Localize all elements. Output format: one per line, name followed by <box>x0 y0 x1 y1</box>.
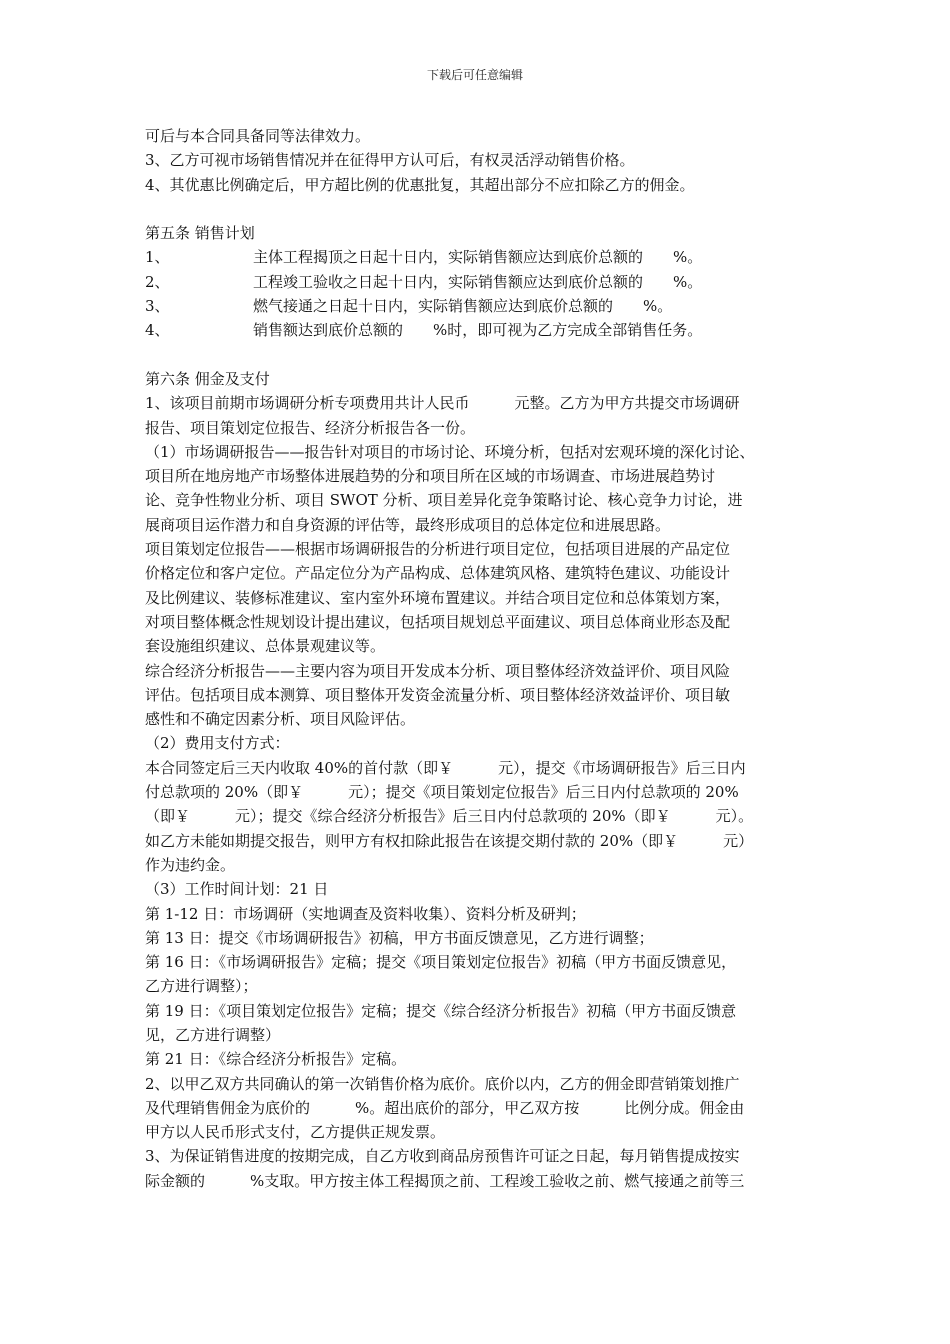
text-line: 展商项目运作潜力和自身资源的评估等，最终形成项目的总体定位和进展思路。 <box>145 515 671 534</box>
plan-item <box>145 294 835 318</box>
plan-item-number: 2、 <box>145 272 170 291</box>
plan-item <box>145 270 835 294</box>
text-line: 第 1-12 日：市场调研（实地调查及资料收集）、资料分析及研判； <box>145 904 586 923</box>
document-body <box>145 124 835 1193</box>
text-line: 可后与本合同具备同等法律效力。 <box>145 127 371 145</box>
section-6-title: 第六条 佣金及支付 <box>145 369 270 388</box>
plan-item-number: 1、 <box>145 248 170 267</box>
sales-plan-list <box>145 245 835 342</box>
text-line: 第 16 日：《市场调研报告》定稿；提交《项目策划定位报告》初稿（甲方书面反馈意见， <box>145 953 737 972</box>
text-line: 见，乙方进行调整） <box>145 1025 281 1044</box>
blank-line <box>145 197 835 221</box>
text-line: 论、竞争性物业分析、项目 SWOT 分析、项目差异化竞争策略讨论、核心竞争力讨论，进 <box>145 491 743 510</box>
plan-item-number: 4、 <box>145 321 170 340</box>
text-line: 1、该项目前期市场调研分析专项费用共计人民币 元整。乙方为甲方共提交市场调研 <box>145 394 740 413</box>
text-line: 本合同签定后三天内收取 40%的首付款（即￥ 元），提交《市场调研报告》后三日内 <box>145 758 746 777</box>
text-line: 3、为保证销售进度的按期完成，自乙方收到商品房预售许可证之日起，每月销售提成按实 <box>145 1147 740 1166</box>
text-line: 如乙方未能如期提交报告，则甲方有权扣除此报告在该提交期付款的 20%（即￥ 元） <box>145 831 754 850</box>
plan-item-text: 燃气接通之日起十日内，实际销售额应达到底价总额的 %。 <box>253 297 673 316</box>
text-line: 乙方进行调整）； <box>145 977 258 996</box>
text-line: 第 21 日：《综合经济分析报告》定稿。 <box>145 1050 407 1069</box>
text-line: 项目策划定位报告——根据市场调研报告的分析进行项目定位，包括项目进展的产品定位 <box>145 540 731 559</box>
plan-item-text: 主体工程揭顶之日起十日内，实际销售额应达到底价总额的 %。 <box>253 248 703 267</box>
text-line: （3）工作时间计划：21 日 <box>145 880 329 899</box>
text-line: 价格定位和客户定位。产品定位分为产品构成、总体建筑风格、建筑特色建议、功能设计 <box>145 564 731 583</box>
text-line: 4、其优惠比例确定后，甲方超比例的优惠批复，其超出部分不应扣除乙方的佣金。 <box>145 175 695 194</box>
text-line: 付总款项的 20%（即￥ 元）；提交《项目策划定位报告》后三日内付总款项的 20% <box>145 783 739 802</box>
plan-item-number: 3、 <box>145 297 170 316</box>
paragraph-block-1 <box>145 124 835 197</box>
paragraph-block-2 <box>145 391 835 1193</box>
text-line: 际金额的 %支取。甲方按主体工程揭顶之前、工程竣工验收之前、燃气接通之前等三 <box>145 1171 745 1190</box>
text-line: 项目所在地房地产市场整体进展趋势的分和项目所在区域的市场调查、市场进展趋势讨 <box>145 467 716 486</box>
text-line: 综合经济分析报告——主要内容为项目开发成本分析、项目整体经济效益评价、项目风险 <box>145 661 731 680</box>
text-line: 对项目整体概念性规划设计提出建议，包括项目规划总平面建议、项目总体商业形态及配 <box>145 612 731 631</box>
text-line: （1）市场调研报告——报告针对项目的市场讨论、环境分析，包括对宏观环境的深化讨论、 <box>145 442 755 461</box>
text-line: 第 19 日：《项目策划定位报告》定稿；提交《综合经济分析报告》初稿（甲方书面反馈意 <box>145 1001 737 1020</box>
plan-item-text: 销售额达到底价总额的 %时，即可视为乙方完成全部销售任务。 <box>253 321 703 340</box>
blank-line <box>145 343 835 367</box>
text-line: 2、以甲乙双方共同确认的第一次销售价格为底价。底价以内，乙方的佣金即营销策划推广 <box>145 1074 740 1093</box>
text-line: （2）费用支付方式： <box>145 734 290 753</box>
plan-item-text: 工程竣工验收之日起十日内，实际销售额应达到底价总额的 %。 <box>253 272 703 291</box>
page-header: 下载后可任意编辑 <box>426 68 523 82</box>
text-line: 感性和不确定因素分析、项目风险评估。 <box>145 710 416 729</box>
section-5-title: 第五条 销售计划 <box>145 224 255 243</box>
text-line: 及比例建议、装修标准建议、室内室外环境布置建议。并结合项目定位和总体策划方案， <box>145 588 731 607</box>
text-line: 及代理销售佣金为底价的 %。超出底价的部分，甲乙双方按 比例分成。佣金由 <box>145 1098 745 1117</box>
text-line: 套设施组织建议、总体景观建议等。 <box>145 637 386 656</box>
plan-item <box>145 245 835 269</box>
text-line: 评估。包括项目成本测算、项目整体开发资金流量分析、项目整体经济效益评价、项目敏 <box>145 685 731 704</box>
text-line: 作为违约金。 <box>145 855 236 874</box>
plan-item <box>145 318 835 342</box>
text-line: 报告、项目策划定位报告、经济分析报告各一份。 <box>145 418 476 437</box>
text-line: （即￥ 元）；提交《综合经济分析报告》后三日内付总款项的 20%（即￥ 元）。 <box>145 807 754 826</box>
text-line: 第 13 日：提交《市场调研报告》初稿，甲方书面反馈意见，乙方进行调整； <box>145 928 654 947</box>
text-line: 甲方以人民币形式支付，乙方提供正规发票。 <box>145 1123 446 1142</box>
text-line: 3、乙方可视市场销售情况并在征得甲方认可后，有权灵活浮动销售价格。 <box>145 151 635 170</box>
